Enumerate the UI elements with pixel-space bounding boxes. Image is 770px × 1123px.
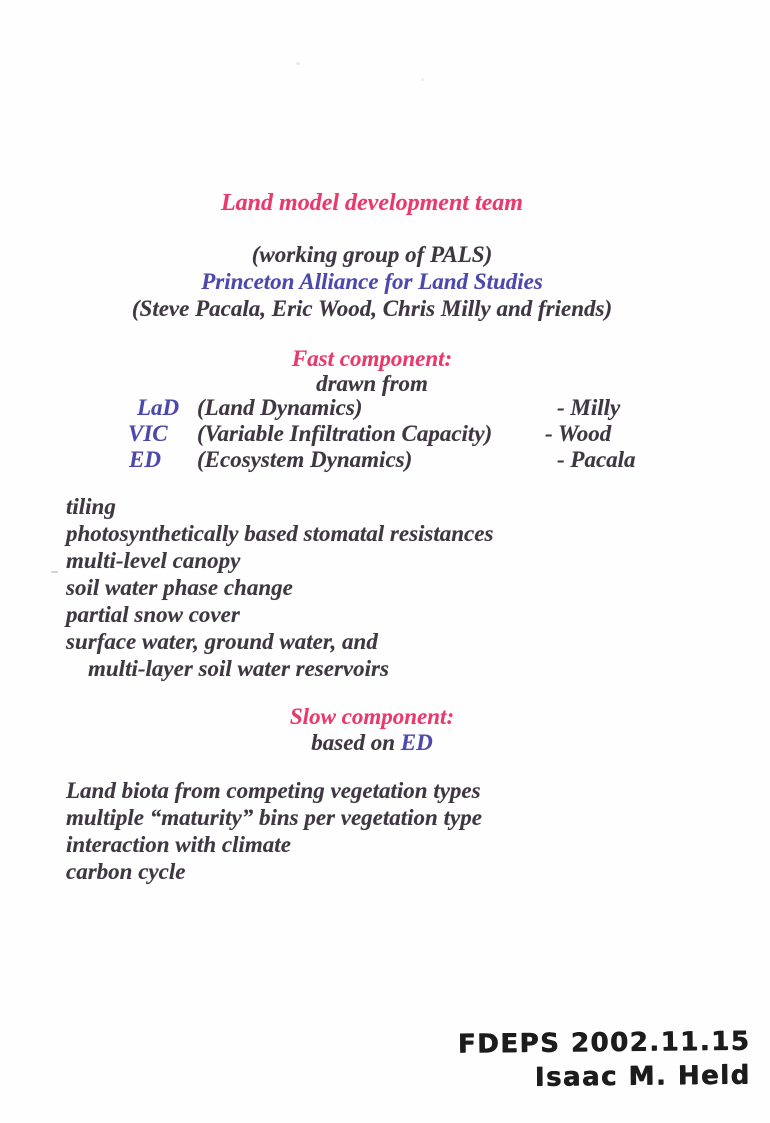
- scan-speck: [421, 78, 424, 81]
- model-name: (Ecosystem Dynamics): [197, 447, 413, 472]
- fast-feature-item: partial snow cover: [66, 602, 240, 627]
- fast-component-subheading: drawn from: [316, 371, 428, 396]
- fast-feature-item: multi-layer soil water reservoirs: [88, 656, 389, 681]
- subtitle-working-group: (working group of PALS): [251, 242, 493, 267]
- scan-speck: [296, 62, 300, 65]
- fast-feature-list: [66, 493, 493, 682]
- model-name: (Variable Infiltration Capacity): [197, 421, 493, 446]
- slow-subheading-text: based on: [311, 730, 401, 755]
- slow-component-heading: Slow component:: [289, 704, 455, 729]
- slow-feature-list: [66, 777, 482, 885]
- subtitle-alliance-name: Princeton Alliance for Land Studies: [201, 269, 543, 294]
- fast-feature-item: tiling: [66, 494, 116, 519]
- model-acronym: VIC: [128, 421, 168, 446]
- slow-component-subheading: [0, 730, 744, 755]
- model-row: [0, 395, 770, 421]
- model-acronym: ED: [129, 447, 161, 472]
- scan-speck: [51, 571, 58, 573]
- fast-feature-item: soil water phase change: [66, 575, 293, 600]
- handwriting-author-signature: Isaac M. Held: [534, 1060, 751, 1093]
- fast-feature-item: multi-level canopy: [66, 548, 241, 573]
- model-row: [0, 447, 770, 473]
- fast-component-heading: Fast component:: [291, 346, 453, 371]
- page-title: Land model development team: [221, 190, 523, 216]
- slow-feature-item: multiple “maturity” bins per vegetation type: [66, 805, 482, 830]
- model-acronym: LaD: [137, 395, 180, 420]
- slow-feature-item: Land biota from competing vegetation types: [66, 778, 481, 803]
- subtitle-members: (Steve Pacala, Eric Wood, Chris Milly and friends): [131, 296, 613, 321]
- handwriting-event-date: FDEPS 2002.11.15: [457, 1026, 750, 1060]
- model-row: [0, 421, 770, 447]
- model-name: (Land Dynamics): [197, 395, 363, 420]
- slow-feature-item: interaction with climate: [66, 832, 291, 857]
- handwritten-note: [457, 1024, 750, 1095]
- model-credit: - Milly: [557, 395, 621, 420]
- slow-feature-item: carbon cycle: [66, 859, 186, 884]
- fast-feature-item: surface water, ground water, and: [66, 629, 378, 654]
- fast-feature-item: photosynthetically based stomatal resistances: [66, 521, 494, 546]
- slow-subheading-model: ED: [400, 730, 433, 755]
- subtitle-block: [0, 241, 744, 322]
- model-credit: - Wood: [545, 421, 612, 446]
- model-credit: - Pacala: [557, 447, 636, 472]
